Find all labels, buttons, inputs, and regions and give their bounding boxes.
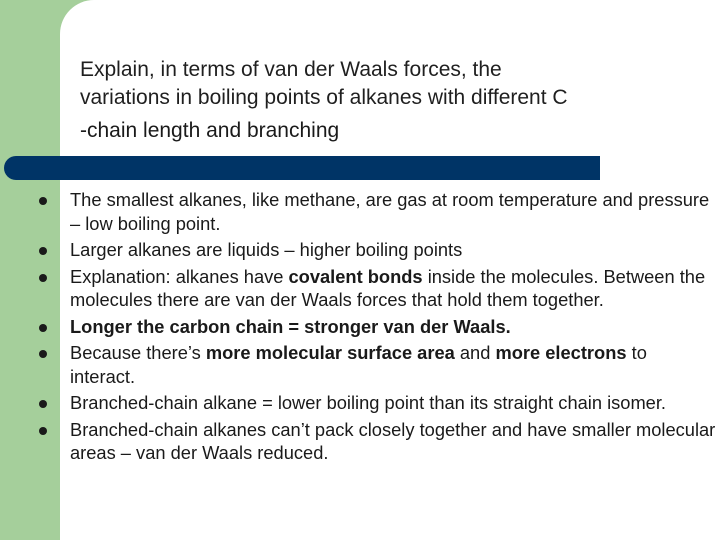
slide-body <box>0 188 720 540</box>
bullet-text: Larger alkanes are liquids – higher boiling points <box>70 239 463 260</box>
bullet-text-pre: Explanation: alkanes have <box>70 265 289 287</box>
bullet-text-bold: Longer the carbon chain = stronger van der Waals. <box>70 315 511 337</box>
bullet-item <box>0 265 720 312</box>
bullet-text: Branched-chain alkane = lower boiling point than its straight chain isomer. <box>70 392 667 413</box>
bullet-dot-icon <box>39 247 47 255</box>
bullet-item <box>0 315 720 339</box>
bullet-item <box>0 418 720 465</box>
bullet-dot-icon <box>39 324 47 332</box>
bullet-text-mid: and <box>454 342 496 363</box>
bullet-dot-icon <box>39 350 47 358</box>
bullet-text-post: to interact. <box>70 342 647 387</box>
bullet-list <box>0 188 720 465</box>
slide-title-line-2: variations in boiling points of alkanes with different C <box>80 86 568 109</box>
bullet-item <box>0 341 720 388</box>
slide-title-line-3: -chain length and branching <box>80 119 340 142</box>
bullet-text-pre: Because there’s <box>70 342 206 363</box>
slide-title-line-1: Explain, in terms of van der Waals forces, the <box>80 58 502 81</box>
bullet-text: Branched-chain alkanes can’t pack closely together and have smaller molecular areas – van der Waals reduced. <box>70 418 716 463</box>
bullet-dot-icon <box>39 197 47 205</box>
slide-title <box>80 56 710 112</box>
bullet-item <box>0 188 720 235</box>
bullet-text-bold: more molecular surface area <box>205 342 455 363</box>
bullet-item <box>0 391 720 415</box>
bullet-dot-icon <box>39 274 47 282</box>
bullet-dot-icon <box>39 427 47 435</box>
bullet-item <box>0 238 720 262</box>
title-divider-bar <box>18 156 600 180</box>
bullet-dot-icon <box>39 400 47 408</box>
bullet-text-bold-2: more electrons <box>495 342 627 363</box>
bullet-text-bold: covalent bonds <box>288 265 423 287</box>
bullet-text-post: inside the molecules. Between the molecules there are van der Waals forces that hold them together. <box>70 265 706 310</box>
bullet-text: The smallest alkanes, like methane, are gas at room temperature and pressure – low boiling point. <box>70 189 710 234</box>
